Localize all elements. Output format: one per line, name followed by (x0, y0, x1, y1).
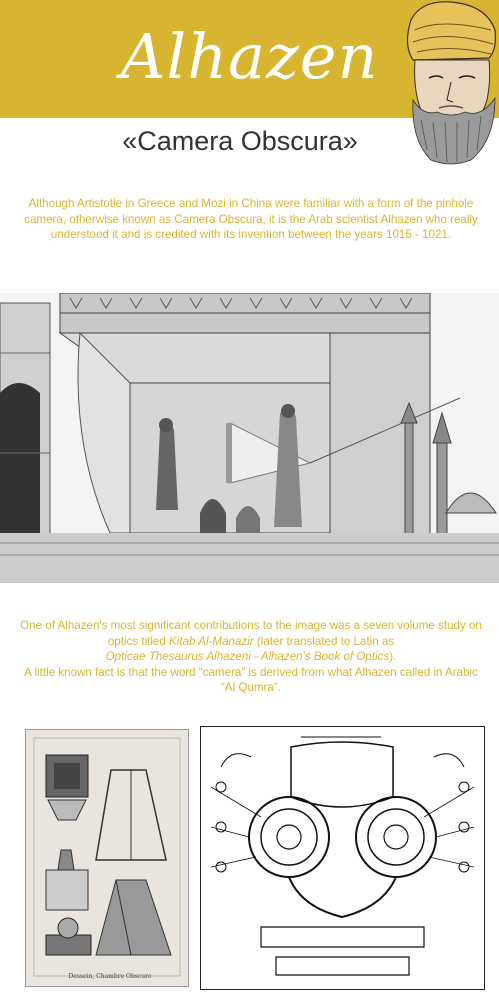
contributions-text-1: One of Alhazen's most significant contributions to the image was a seven volume study on optics titled (20, 619, 482, 648)
contributions-text-3: ). (389, 650, 397, 663)
contributions-text-2: (later translated to Latin as (253, 634, 395, 648)
camera-apparatus-plate-icon (25, 729, 189, 987)
plate-caption: Dessein, Chambre Obscure (68, 973, 152, 980)
intro-paragraph: Although Artistotle in Greece and Mozi in China were familiar with a form of the pinhole camera, otherwise known as Camera Obscura, it is the Arab scientist Alhazen who really understood it and is credited with its invention between the years 1015 - 1021. (24, 197, 478, 241)
camera-obscura-illustration-icon (0, 293, 499, 583)
contributions-paragraph (18, 618, 484, 696)
page-title: Alhazen (120, 20, 379, 93)
latin-title: Opticae Thesaurus Alhazeni - Alhazen's Book of Optics (105, 650, 390, 663)
eye-diagram-icon (200, 726, 485, 990)
book-title: Kitab Al-Manazir (169, 634, 254, 648)
subtitle: «Camera Obscura» (122, 126, 358, 156)
camera-fact: A little known fact is that the word “camera” is derived from what Alhazen called in Arabic “Al Qumra”. (24, 665, 478, 694)
